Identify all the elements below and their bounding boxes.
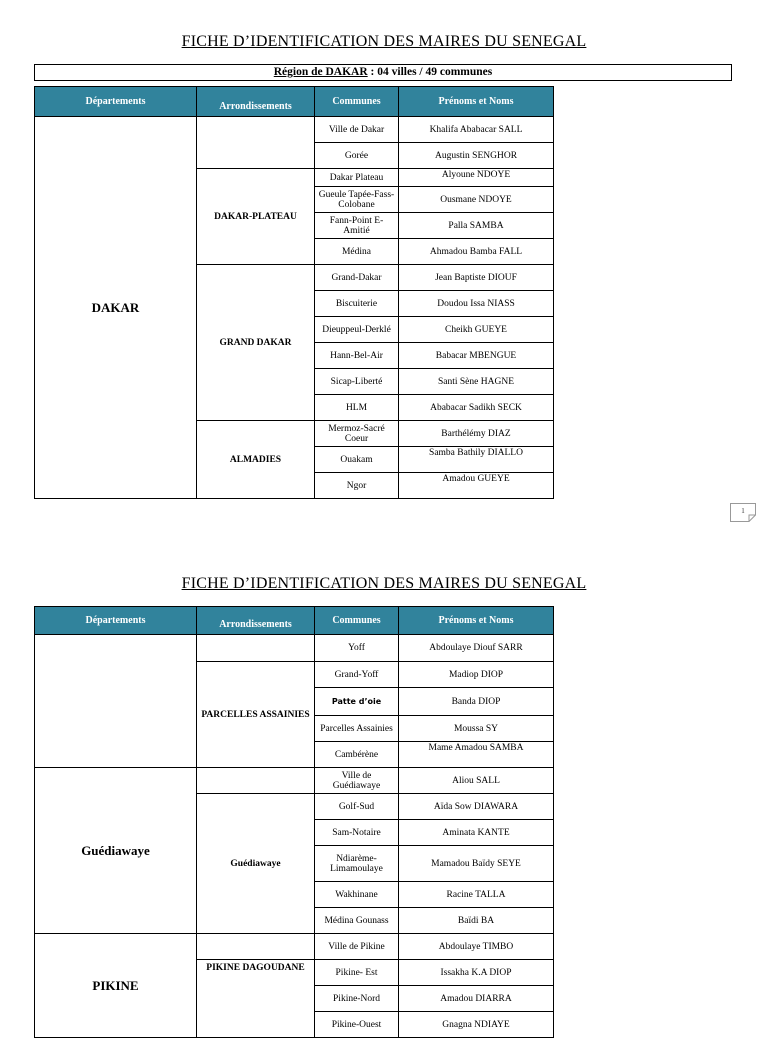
header-noms: Prénoms et Noms	[399, 87, 554, 117]
header-departements: Départements	[35, 607, 197, 635]
maire-cell: Baïdi BA	[399, 908, 554, 934]
commune-cell: Ngor	[315, 473, 399, 499]
region-header	[34, 64, 732, 81]
maire-cell: Khalifa Ababacar SALL	[399, 117, 554, 143]
departement-cell: Guédiawaye	[35, 768, 197, 934]
maire-cell: Issakha K.A DIOP	[399, 960, 554, 986]
mayors-table-2	[34, 606, 554, 1038]
commune-cell: HLM	[315, 395, 399, 421]
commune-cell: Golf-Sud	[315, 794, 399, 820]
commune-cell: Ville de Dakar	[315, 117, 399, 143]
commune-cell: Cambérène	[315, 742, 399, 768]
maire-cell: Ousmane NDOYE	[399, 187, 554, 213]
commune-cell: Grand-Dakar	[315, 265, 399, 291]
commune-cell: Médina	[315, 239, 399, 265]
region-summary: : 04 villes / 49 communes	[367, 66, 493, 78]
maire-cell: Aminata KANTE	[399, 820, 554, 846]
commune-cell: Fann-Point E-Amitié	[315, 213, 399, 239]
maire-cell: Amadou DIARRA	[399, 986, 554, 1012]
commune-cell: Grand-Yoff	[315, 662, 399, 688]
commune-cell: Pikine- Est	[315, 960, 399, 986]
commune-cell: Parcelles Assainies	[315, 716, 399, 742]
maire-cell: Racine TALLA	[399, 882, 554, 908]
arrondissement-cell: PIKINE DAGOUDANE	[197, 960, 315, 1038]
commune-cell: Biscuiterie	[315, 291, 399, 317]
arrondissement-cell	[197, 768, 315, 794]
commune-cell: Sam-Notaire	[315, 820, 399, 846]
commune-cell: Médina Gounass	[315, 908, 399, 934]
header-communes: Communes	[315, 607, 399, 635]
header-arrondissements: Arrondissements	[197, 607, 315, 635]
departement-cell	[35, 635, 197, 768]
departement-cell: DAKAR	[35, 117, 197, 499]
maire-cell: Madiop DIOP	[399, 662, 554, 688]
commune-cell: Pikine-Ouest	[315, 1012, 399, 1038]
arrondissement-cell: Guédiawaye	[197, 794, 315, 934]
commune-cell: Ouakam	[315, 447, 399, 473]
maire-cell: Abdoulaye Diouf SARR	[399, 635, 554, 662]
maire-cell: Abdoulaye TIMBO	[399, 934, 554, 960]
commune-cell: Sicap-Liberté	[315, 369, 399, 395]
arrondissement-cell	[197, 117, 315, 169]
header-arrondissements: Arrondissements	[197, 87, 315, 117]
maire-cell: Aïda Sow DIAWARA	[399, 794, 554, 820]
commune-cell: Gorée	[315, 143, 399, 169]
page-number: 1	[741, 507, 745, 515]
maire-cell: Banda DIOP	[399, 688, 554, 716]
maire-cell: Babacar MBENGUE	[399, 343, 554, 369]
commune-cell: Gueule Tapée-Fass-Colobane	[315, 187, 399, 213]
header-noms: Prénoms et Noms	[399, 607, 554, 635]
page-title: FICHE D’IDENTIFICATION DES MAIRES DU SENEGAL	[181, 33, 587, 50]
maire-cell: Barthélémy DIAZ	[399, 421, 554, 447]
commune-cell: Hann-Bel-Air	[315, 343, 399, 369]
maire-cell: Ahmadou Bamba FALL	[399, 239, 554, 265]
region-label: Région de DAKAR	[273, 66, 368, 78]
page-number-marker	[730, 503, 756, 522]
commune-cell: Wakhinane	[315, 882, 399, 908]
maire-cell: Jean Baptiste DIOUF	[399, 265, 554, 291]
mayors-table-dakar	[34, 86, 554, 499]
maire-cell: Mamadou Baïdy SEYE	[399, 846, 554, 882]
departement-cell: PIKINE	[35, 934, 197, 1038]
commune-cell: Ville de Pikine	[315, 934, 399, 960]
commune-cell: Yoff	[315, 635, 399, 662]
header-communes: Communes	[315, 87, 399, 117]
maire-cell: Ababacar Sadikh SECK	[399, 395, 554, 421]
arrondissement-cell: ALMADIES	[197, 421, 315, 499]
commune-cell: Dieuppeul-Derklé	[315, 317, 399, 343]
maire-cell: Gnagna NDIAYE	[399, 1012, 554, 1038]
arrondissement-cell: DAKAR-PLATEAU	[197, 169, 315, 265]
maire-cell: Palla SAMBA	[399, 213, 554, 239]
maire-cell: Alyoune NDOYE	[399, 169, 554, 187]
commune-cell: Mermoz-Sacré Coeur	[315, 421, 399, 447]
arrondissement-cell	[197, 934, 315, 960]
page-title-2: FICHE D’IDENTIFICATION DES MAIRES DU SENEGAL	[181, 575, 587, 592]
maire-cell: Aliou SALL	[399, 768, 554, 794]
arrondissement-cell: GRAND DAKAR	[197, 265, 315, 421]
header-departements: Départements	[35, 87, 197, 117]
arrondissement-cell: PARCELLES ASSAINIES	[197, 662, 315, 768]
commune-cell: Ville de Guédiawaye	[315, 768, 399, 794]
maire-cell: Doudou Issa NIASS	[399, 291, 554, 317]
maire-cell: Santi Sène HAGNE	[399, 369, 554, 395]
arrondissement-cell	[197, 635, 315, 662]
maire-cell: Samba Bathily DIALLO	[399, 447, 554, 473]
maire-cell: Mame Amadou SAMBA	[399, 742, 554, 768]
maire-cell: Amadou GUEYE	[399, 473, 554, 499]
commune-cell: Ndiarème-Limamoulaye	[315, 846, 399, 882]
commune-cell: Pikine-Nord	[315, 986, 399, 1012]
maire-cell: Cheikh GUEYE	[399, 317, 554, 343]
commune-cell: Patte d’oie	[315, 688, 399, 716]
maire-cell: Augustin SENGHOR	[399, 143, 554, 169]
commune-cell: Dakar Plateau	[315, 169, 399, 187]
maire-cell: Moussa SY	[399, 716, 554, 742]
